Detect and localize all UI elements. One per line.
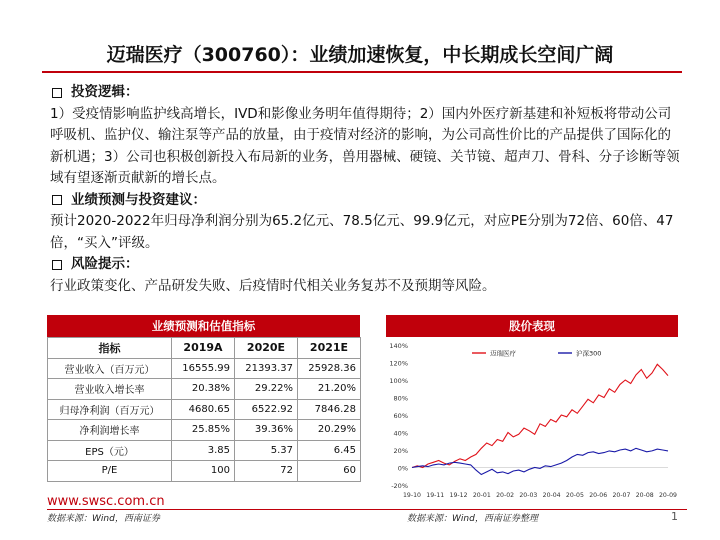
footer-divider [47, 509, 687, 510]
x-tick-label: 20-09 [659, 492, 677, 499]
column-header: 2020E [235, 338, 298, 359]
table-cell: 20.29% [298, 420, 361, 441]
x-tick-label: 20-07 [612, 492, 631, 499]
x-tick-label: 20-02 [496, 492, 515, 499]
title-divider [42, 71, 682, 73]
row-label: 营业收入增长率 [48, 379, 172, 400]
chart-title: 股价表现 [386, 315, 678, 337]
forecast-table [47, 315, 360, 482]
y-tick-label: -20% [391, 482, 408, 490]
y-tick-label: 60% [393, 412, 408, 420]
y-tick-label: 120% [389, 359, 408, 368]
table-title: 业绩预测和估值指标 [47, 315, 360, 337]
table-row [48, 399, 361, 420]
table-row [48, 461, 361, 482]
source-note-left: 数据来源：Wind，西南证券 [47, 514, 160, 524]
table-cell: 60 [298, 461, 361, 482]
content-body [50, 82, 680, 297]
section-heading-risk [50, 254, 680, 276]
table-cell: 29.22% [235, 379, 298, 400]
x-tick-label: 20-04 [542, 492, 561, 499]
table-header-row [48, 338, 361, 359]
table-cell: 39.36% [235, 420, 298, 441]
table-cell: 20.38% [172, 379, 235, 400]
legend-label: 迈瑞医疗 [490, 349, 516, 358]
y-tick-label: 40% [393, 429, 408, 438]
table-cell: 4680.65 [172, 399, 235, 420]
x-tick-label: 20-03 [519, 492, 538, 499]
table-cell: 25928.36 [298, 358, 361, 379]
x-tick-label: 19-11 [426, 492, 445, 499]
table-row [48, 420, 361, 441]
y-tick-label: 80% [393, 394, 408, 403]
series-line-1 [412, 364, 668, 467]
column-header: 2021E [298, 338, 361, 359]
y-tick-label: 100% [389, 377, 408, 385]
y-tick-label: 140% [389, 342, 408, 350]
x-tick-label: 20-05 [565, 492, 584, 499]
x-tick-label: 19-12 [449, 492, 468, 499]
x-tick-label: 20-01 [472, 492, 491, 499]
stock-performance-chart [386, 337, 678, 501]
column-header: 2019A [172, 338, 235, 359]
y-tick-label: 0% [397, 464, 408, 473]
table-cell: 7846.28 [298, 399, 361, 420]
section-paragraph: 1）受疫情影响监护线高增长，IVD和影像业务明年值得期待；2）国内外医疗新基建和补短板将带动公司呼吸机、监护仪、输注泵等产品的放量，由于疫情对经济的影响，为公司高性价比的产品提供了国际化的新机遇；3）公司也积极创新投入布局新的业务，兽用器械、硬镜、关节镜、超声刀、骨科、分子诊断等领域有望逐渐贡献新的增长点。 [50, 105, 680, 186]
section-heading-text: 投资逻辑： [71, 84, 139, 100]
section-heading-forecast [50, 190, 680, 212]
row-label: 营业收入（百万元） [48, 358, 172, 379]
x-tick-label: 19-10 [403, 492, 421, 499]
table-row [48, 379, 361, 400]
square-bullet-icon [52, 195, 62, 205]
table-cell: 21393.37 [235, 358, 298, 379]
row-label: 净利润增长率 [48, 420, 172, 441]
section-heading-text: 风险提示： [71, 256, 139, 272]
table-cell: 6.45 [298, 440, 361, 461]
legend-label: 沪深300 [576, 349, 602, 358]
page-number: 1 [671, 510, 678, 523]
table-cell: 5.37 [235, 440, 298, 461]
section-heading-text: 业绩预测与投资建议： [71, 191, 206, 208]
square-bullet-icon [52, 260, 62, 270]
footer-url[interactable]: www.swsc.com.cn [47, 494, 165, 509]
row-label: 归母净利润（百万元） [48, 399, 172, 420]
series-line-2 [412, 448, 668, 474]
page-title: 迈瑞医疗（300760）：业绩加速恢复，中长期成长空间广阔 [106, 44, 614, 66]
table-cell: 25.85% [172, 420, 235, 441]
section-paragraph: 预计2020-2022年归母净利润分别为65.2亿元、78.5亿元、99.9亿元，对应PE分别为72倍、60倍、47倍，“买入”评级。 [50, 213, 674, 251]
table-cell: 21.20% [298, 379, 361, 400]
source-note-right: 数据来源：Wind，西南证券整理 [407, 514, 538, 524]
column-header: 指标 [48, 338, 172, 359]
forecast-table-grid [47, 337, 361, 482]
x-tick-label: 20-06 [589, 492, 608, 499]
table-cell: 3.85 [172, 440, 235, 461]
x-tick-label: 20-08 [635, 492, 654, 499]
section-heading-investment-logic [50, 82, 680, 104]
section-paragraph: 行业政策变化、产品研发失败、后疫情时代相关业务复苏不及预期等风险。 [50, 277, 496, 294]
y-tick-label: 20% [393, 447, 408, 455]
table-row [48, 358, 361, 379]
square-bullet-icon [52, 88, 62, 98]
table-cell: 6522.92 [235, 399, 298, 420]
row-label: P/E [48, 461, 172, 482]
table-row [48, 440, 361, 461]
row-label: EPS（元） [48, 440, 172, 461]
table-cell: 72 [235, 461, 298, 482]
table-cell: 100 [172, 461, 235, 482]
table-cell: 16555.99 [172, 358, 235, 379]
stock-chart-panel [386, 315, 678, 501]
